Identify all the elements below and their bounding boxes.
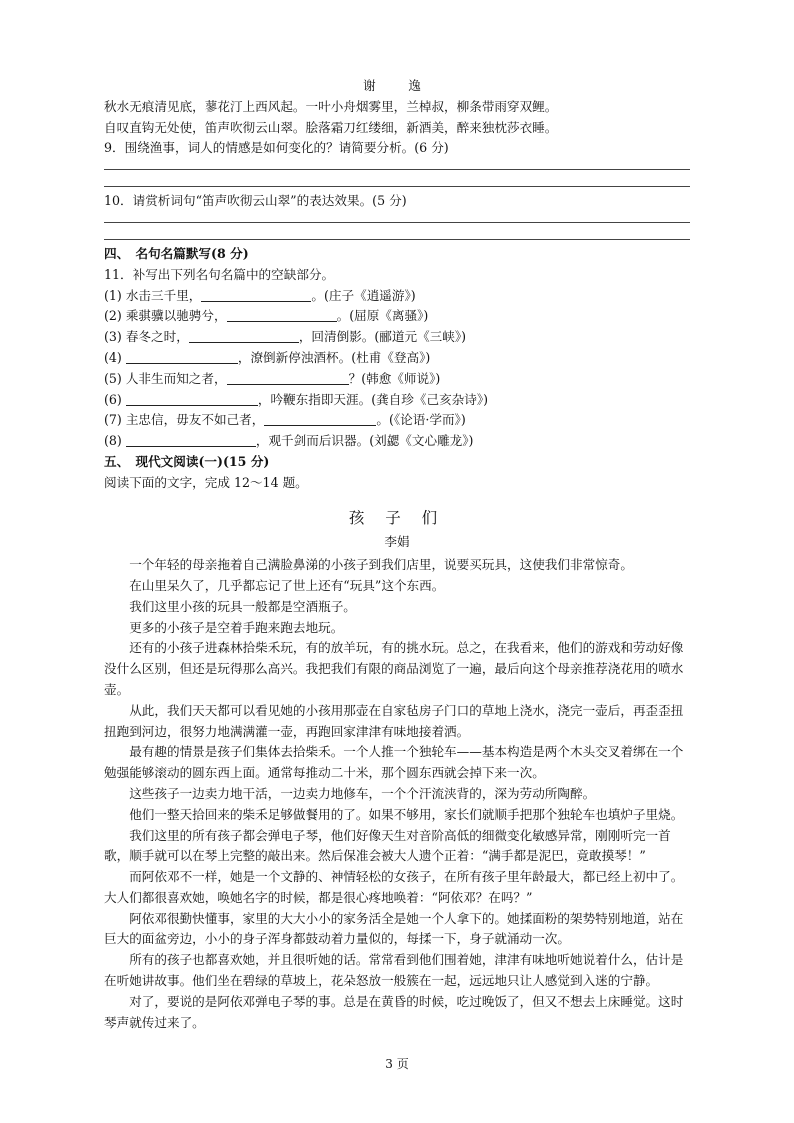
article-paragraph: 对了，要说的是阿依邓弹电子琴的事。总是在黄昏的时候，吃过晚饭了，但又不想去上床睡觉。这时琴声就传过来了。 bbox=[104, 993, 684, 1030]
article-paragraph: 阿依邓很勤快懂事，家里的大大小小的家务活全是她一个人拿下的。她揉面粉的架势特别地道，站在巨大的面盆旁边，小小的身子浑身都鼓动着力量似的，每揉一下，身子就涌动一次。 bbox=[104, 910, 684, 947]
fill-item: (6) ，吟鞭东指即天涯。(龚自珍《己亥杂诗》) bbox=[104, 391, 489, 407]
fill-blank[interactable] bbox=[189, 328, 299, 343]
article-paragraph: 而阿依邓不一样，她是一个文静的、神情轻松的女孩子，在所有孩子里年龄最大，都已经上初中了。大人们都很喜欢她，唤她名字的时候，都是很心疼地唤着：“阿依邓？在吗？” bbox=[104, 869, 684, 905]
article-paragraph: 在山里呆久了，几乎都忘记了世上还有“玩具”这个东西。 bbox=[129, 577, 445, 593]
article-paragraph: 我们这里小孩的玩具一般都是空酒瓶子。 bbox=[129, 598, 356, 614]
answer-line[interactable] bbox=[104, 186, 690, 187]
answer-line[interactable] bbox=[104, 239, 690, 240]
page-content bbox=[104, 76, 690, 1033]
article-author: 李娟 bbox=[384, 534, 410, 550]
fill-blank[interactable] bbox=[227, 307, 337, 322]
reading-instruction: 阅读下面的文字，完成 12～14 题。 bbox=[104, 474, 308, 490]
article-paragraph: 最有趣的情景是孩子们集体去拾柴禾。一个人推一个独轮车——基本构造是两个木头交叉着绑在一个勉强能够滚动的圆东西上面。通常每推动二十米，那个圆东西就会掉下来一次。 bbox=[104, 744, 684, 781]
article-paragraph: 一个年轻的母亲拖着自己满脸鼻涕的小孩子到我们店里，说要买玩具，这使我们非常惊奇。 bbox=[129, 557, 633, 573]
page-number: 3 页 bbox=[385, 1057, 409, 1071]
article-paragraph: 这些孩子一边卖力地干活，一边卖力地修车，一个个汗流浃背的，深为劳动所陶醉。 bbox=[129, 785, 596, 801]
fill-item: (5) 人非生而知之者， ？(韩愈《师说》) bbox=[104, 370, 441, 386]
article-paragraph: 从此，我们天天都可以看见她的小孩用那壶在自家毡房子门口的草地上浇水，浇完一壶后，再歪歪扭扭跑到河边，很努力地满满灌一壶，再跑回家津津有味地接着洒。 bbox=[104, 702, 684, 739]
section-5-heading: 五、 现代文阅读(一)(15 分) bbox=[104, 453, 270, 469]
fill-blank[interactable] bbox=[227, 370, 349, 385]
fill-item: (4) ，潦倒新停浊酒杯。(杜甫《登高》) bbox=[104, 349, 431, 365]
poem-line-1: 秋水无痕清见底，蓼花汀上西风起。一叶小舟烟雾里，兰棹叔，柳条带雨穿双鲤。 bbox=[104, 98, 558, 114]
fill-item: (8) ，观千剑而后识器。(刘勰《文心雕龙》) bbox=[104, 433, 474, 449]
section-4-heading: 四、 名句名篇默写(8 分) bbox=[104, 245, 249, 261]
answer-line[interactable] bbox=[104, 222, 690, 223]
article-title: 孩 子 们 bbox=[348, 508, 446, 527]
question-10: 10．请赏析词句“笛声吹彻云山翠”的表达效果。(5 分) bbox=[104, 193, 407, 209]
fill-blank[interactable] bbox=[126, 391, 258, 406]
fill-item: (3) 春冬之时， ，回清倒影。(郦道元《三峡》) bbox=[104, 329, 467, 345]
fill-blank[interactable] bbox=[201, 287, 311, 302]
article-paragraph: 更多的小孩子是空着手跑来跑去地玩。 bbox=[129, 619, 344, 635]
article-paragraph: 还有的小孩子进森林拾柴禾玩，有的放羊玩，有的挑水玩。总之，在我看来，他们的游戏和劳动好像没什么区别，但还是玩得那么高兴。我把我们有限的商品浏览了一遍，最后向这个母亲推荐浇花用的喷水壶。 bbox=[104, 640, 684, 697]
fill-item: (7) 主忠信，毋友不如己者， 。(《论语·学而》) bbox=[104, 412, 466, 428]
question-9: 9．围绕渔事，词人的情感是如何变化的？请简要分析。(6 分) bbox=[104, 140, 449, 156]
fill-item: (2) 乘骐骥以驰骋兮， 。(屈原《离骚》) bbox=[104, 308, 429, 324]
fill-blank[interactable] bbox=[126, 432, 256, 447]
fill-blank[interactable] bbox=[264, 411, 376, 426]
fill-blank[interactable] bbox=[126, 349, 238, 364]
question-11: 11．补写出下列名句名篇中的空缺部分。 bbox=[104, 266, 335, 282]
article-paragraph: 我们这里的所有孩子都会弹电子琴，他们好像天生对音阶高低的细微变化敏感异常，刚刚听完一首歌，顺手就可以在琴上完整的敲出来。然后保准会被大人遗个正着：“满手都是泥巴，竟敢摸琴！” bbox=[104, 827, 671, 864]
article-paragraph: 他们一整天拾回来的柴禾足够做餐用的了。如果不够用，家长们就顺手把那个独轮车也填炉子里烧。 bbox=[129, 806, 684, 822]
poem-title: 谢 逸 bbox=[363, 78, 431, 93]
fill-item: (1) 水击三千里， 。(庄子《逍遥游》) bbox=[104, 287, 416, 303]
article-paragraph: 所有的孩子也都喜欢她，并且很听她的话。常常看到他们围着她，津津有味地听她说着什么，估计是在听她讲故事。他们坐在碧绿的草坡上，花朵怒放一般簇在一起，远远地只让人感觉到入迷的宁静。 bbox=[104, 952, 684, 989]
poem-line-2: 自叹直钩无处使，笛声吹彻云山翠。脍落霜刀红缕细，新酒美，醉来独枕莎衣睡。 bbox=[104, 119, 558, 135]
answer-line[interactable] bbox=[104, 169, 690, 170]
